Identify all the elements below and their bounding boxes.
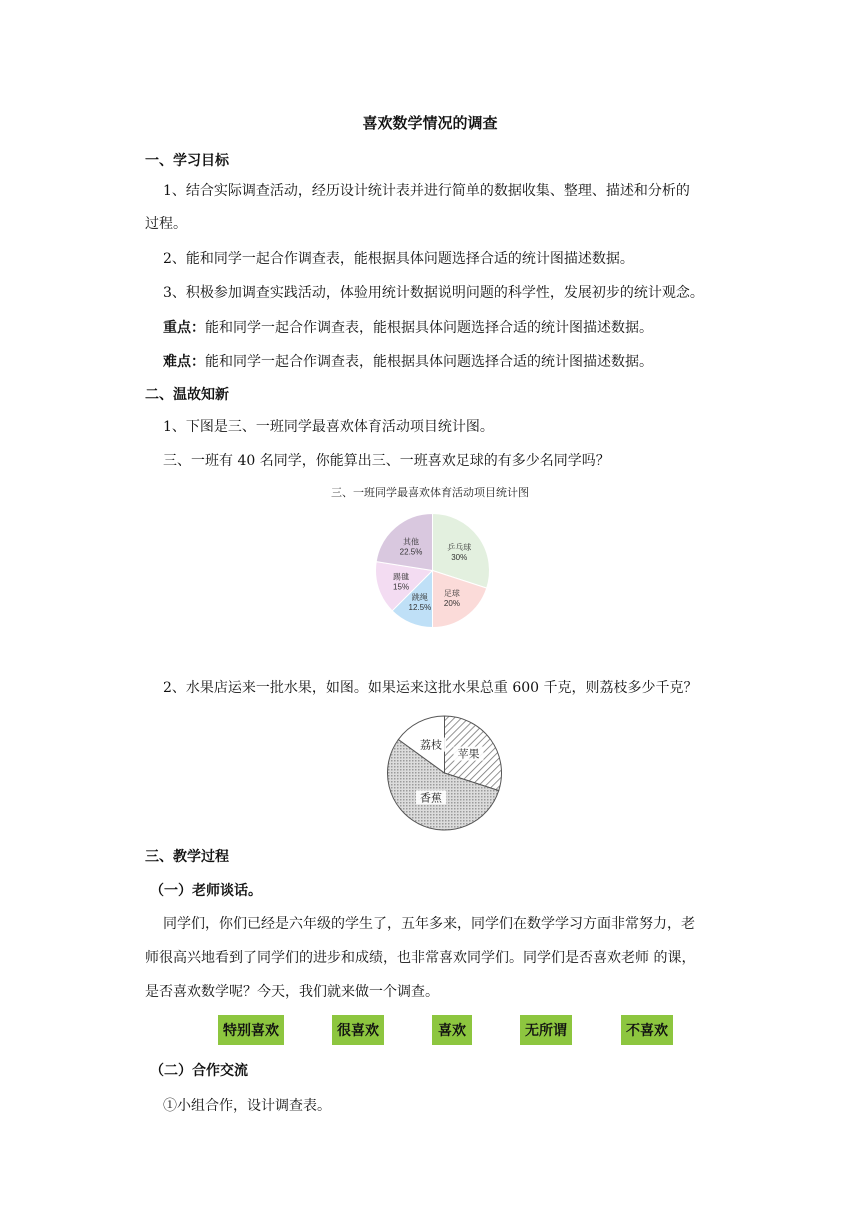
key-point-text: 能和同学一起合作调查表，能根据具体问题选择合适的统计图描述数据。 <box>205 320 653 336</box>
difficult-point-label: 难点： <box>163 354 205 370</box>
option-dislike-button[interactable]: 不喜欢 <box>621 1015 673 1045</box>
sports-pie-value-2: 12.5% <box>408 603 432 613</box>
sports-pie-value-3: 15% <box>393 582 410 592</box>
question-1-line-1: 1、下图是三、一班同学最喜欢体育活动项目统计图。 <box>163 419 494 435</box>
sports-pie-value-4: 22.5% <box>399 547 423 557</box>
fruit-pie-chart <box>382 712 507 834</box>
paragraph-line-3: 是否喜欢数学呢？今天，我们就来做一个调查。 <box>145 984 439 1000</box>
section-heading-process: 三、教学过程 <box>145 849 229 865</box>
difficult-point <box>163 351 653 371</box>
sports-pie-label-0: 乒乓球 <box>447 543 472 553</box>
subheading-cooperation: （二）合作交流 <box>150 1063 248 1079</box>
question-1-line-2: 三、一班有 40 名同学，你能算出三、一班喜欢足球的有多少名同学吗？ <box>163 453 610 469</box>
option-like-a-lot-button[interactable]: 很喜欢 <box>332 1015 384 1045</box>
section-heading-review: 二、温故知新 <box>145 387 229 403</box>
sports-pie-chart <box>370 508 495 633</box>
question-2: 2、水果店运来一批水果，如图。如果运来这批水果总重 600 千克，则荔枝多少千克？ <box>163 680 698 696</box>
pie-chart-title: 三、一班同学最喜欢体育活动项目统计图 <box>331 487 529 499</box>
paragraph-line-2: 师很高兴地看到了同学们的进步和成绩，也非常喜欢同学们。同学们是否喜欢老师 的课， <box>145 950 696 966</box>
fruit-pie-label-2: 荔枝 <box>420 739 443 752</box>
objective-1-line-2: 过程。 <box>145 216 187 232</box>
paragraph-line-1: 同学们，你们已经是六年级的学生了，五年多来，同学们在数学学习方面非常努力，老 <box>163 916 695 932</box>
section-heading-objectives: 一、学习目标 <box>145 153 229 169</box>
page-title: 喜欢数学情况的调查 <box>362 114 498 132</box>
option-indifferent-button[interactable]: 无所谓 <box>520 1015 572 1045</box>
sports-pie-value-0: 30% <box>451 553 468 563</box>
objective-3: 3、积极参加调查实践活动，体验用统计数据说明问题的科学性，发展初步的统计观念。 <box>163 285 704 301</box>
sports-pie-value-1: 20% <box>443 599 460 609</box>
option-like-button[interactable]: 喜欢 <box>432 1015 472 1045</box>
fruit-pie-label-0: 苹果 <box>457 748 480 761</box>
sports-pie-label-4: 其他 <box>403 537 420 547</box>
step-1: ①小组合作，设计调查表。 <box>163 1098 331 1114</box>
key-point <box>163 317 653 337</box>
sports-pie-label-1: 足球 <box>443 589 460 599</box>
difficult-point-text: 能和同学一起合作调查表，能根据具体问题选择合适的统计图描述数据。 <box>205 354 653 370</box>
sports-pie-label-3: 踢毽 <box>393 572 410 582</box>
option-very-like-button[interactable]: 特别喜欢 <box>218 1015 284 1045</box>
fruit-pie-label-1: 香蕉 <box>420 792 443 805</box>
subheading-teacher-talk: （一）老师谈话。 <box>150 883 262 899</box>
objective-2: 2、能和同学一起合作调查表，能根据具体问题选择合适的统计图描述数据。 <box>163 251 634 267</box>
objective-1-line-1: 1、结合实际调查活动，经历设计统计表并进行简单的数据收集、整理、描述和分析的 <box>163 183 690 199</box>
sports-pie-label-2: 跳绳 <box>411 593 428 603</box>
key-point-label: 重点： <box>163 320 205 336</box>
